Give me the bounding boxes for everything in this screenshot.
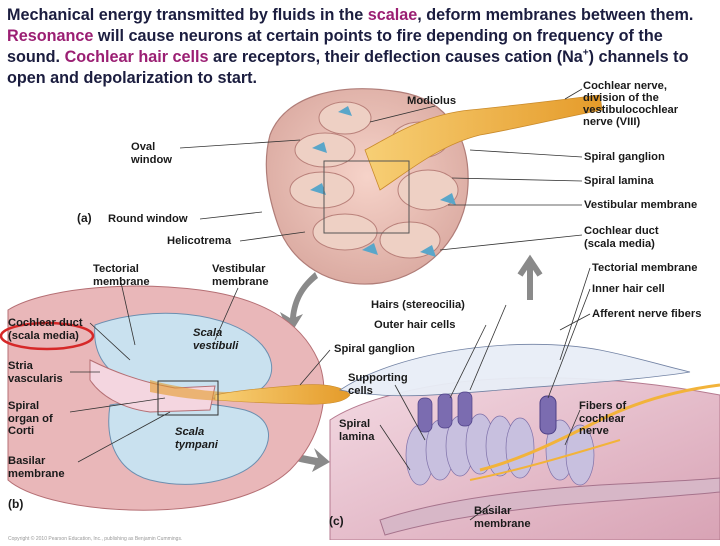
caption-text: ) channels to open and depolarization to start. — [7, 48, 689, 87]
label-line: cells — [348, 384, 373, 397]
label-scala-tympani — [175, 426, 218, 451]
caption-text: are receptors, their deflection causes cation (Na — [208, 48, 583, 66]
label-spiral-lamina-b — [339, 418, 374, 443]
label-line: division of the — [583, 92, 659, 104]
label-oval-window — [131, 141, 172, 166]
label-line: vascularis — [8, 372, 63, 385]
label-scala-vestibuli — [193, 327, 238, 352]
copyright-text: Copyright © 2010 Pearson Education, Inc., publishing as Benjamin Cummings. — [8, 536, 183, 542]
label-cochlear-duct-b — [8, 317, 83, 342]
label-vestibular-b — [212, 263, 269, 288]
label-line: organ of — [8, 412, 53, 425]
label-stria — [8, 360, 63, 385]
cochlea-turn — [313, 214, 377, 250]
label-line: Corti — [8, 425, 35, 437]
caption-text: , deform membranes between them. — [417, 6, 694, 24]
caption-text: + — [582, 47, 589, 59]
label-line: lamina — [339, 430, 375, 443]
label-panel-a: (a) — [77, 211, 92, 225]
label-helicotrema: Helicotrema — [167, 235, 232, 247]
label-vestibular-membrane-a: Vestibular membrane — [584, 199, 698, 211]
label-hairs: Hairs (stereocilia) — [371, 299, 465, 311]
caption-text: Mechanical energy transmitted by fluids in the — [7, 6, 368, 24]
label-supporting-cells — [348, 372, 408, 397]
label-line: Cochlear duct — [584, 225, 659, 237]
label-line: Fibers of — [579, 400, 627, 412]
label-panel-b: (b) — [8, 497, 24, 511]
label-round-window: Round window — [108, 213, 188, 225]
label-line: Scala — [175, 426, 205, 438]
label-line: vestibuli — [193, 339, 239, 352]
label-line: (scala media) — [584, 237, 655, 250]
label-basilar-b — [8, 455, 65, 480]
label-afferent: Afferent nerve fibers — [592, 308, 702, 320]
label-line: membrane — [93, 275, 150, 288]
label-line: Tectorial — [93, 263, 139, 275]
outer-hair-cells — [418, 392, 472, 432]
label-line: Cochlear nerve, — [583, 80, 667, 92]
label-tectorial-b — [93, 263, 150, 288]
arrow-up — [520, 260, 540, 300]
label-line: Spiral — [8, 400, 40, 412]
label-tectorial-c: Tectorial membrane — [592, 262, 698, 274]
label-line: cochlear — [579, 412, 626, 425]
label-line: Stria — [8, 360, 33, 372]
label-line: membrane — [474, 517, 531, 530]
label-spiral-lamina-a: Spiral lamina — [584, 175, 654, 187]
label-line: Supporting — [348, 372, 408, 384]
caption-highlight: scalae — [367, 6, 418, 24]
label-line: membrane — [212, 275, 269, 288]
label-line: vestibulocochlear — [583, 104, 679, 116]
label-panel-c: (c) — [329, 514, 344, 528]
caption — [7, 5, 719, 89]
label-line: Cochlear duct — [8, 317, 83, 329]
label-line: Vestibular — [212, 263, 266, 275]
cochlea-turn — [319, 102, 371, 134]
caption-highlight: Resonance — [7, 27, 94, 45]
label-basilar-c — [474, 505, 531, 530]
label-cochlear-duct-a — [584, 225, 659, 250]
label-spiral-ganglion-b: Spiral ganglion — [334, 343, 415, 355]
label-organ-of-corti — [8, 400, 53, 438]
label-line: Basilar — [8, 455, 46, 467]
label-spiral-ganglion-a: Spiral ganglion — [584, 151, 665, 163]
label-line: nerve — [579, 425, 609, 437]
label-outer-hair-cells: Outer hair cells — [374, 319, 456, 331]
label-line: Basilar — [474, 505, 512, 517]
panel-a-cochlea — [180, 89, 602, 284]
label-line: membrane — [8, 467, 65, 480]
label-line: Oval — [131, 141, 156, 153]
cochlea-turn — [398, 170, 458, 210]
caption-highlight: Cochlear hair cells — [64, 48, 209, 66]
label-modiolus: Modiolus — [407, 95, 457, 107]
label-line: (scala media) — [8, 329, 79, 342]
label-line: nerve (VIII) — [583, 116, 641, 128]
label-line: tympani — [175, 438, 218, 451]
label-line: Spiral — [339, 418, 371, 430]
label-fibers-of-cochlear-nerve — [579, 400, 626, 438]
label-inner-hair-cell: Inner hair cell — [592, 283, 665, 295]
label-line: Scala — [193, 327, 223, 339]
caption-text: will cause neurons at certain points to fire depending on frequency of the sound. — [7, 27, 663, 66]
inner-hair-cell — [540, 396, 556, 434]
label-line: window — [131, 153, 173, 166]
